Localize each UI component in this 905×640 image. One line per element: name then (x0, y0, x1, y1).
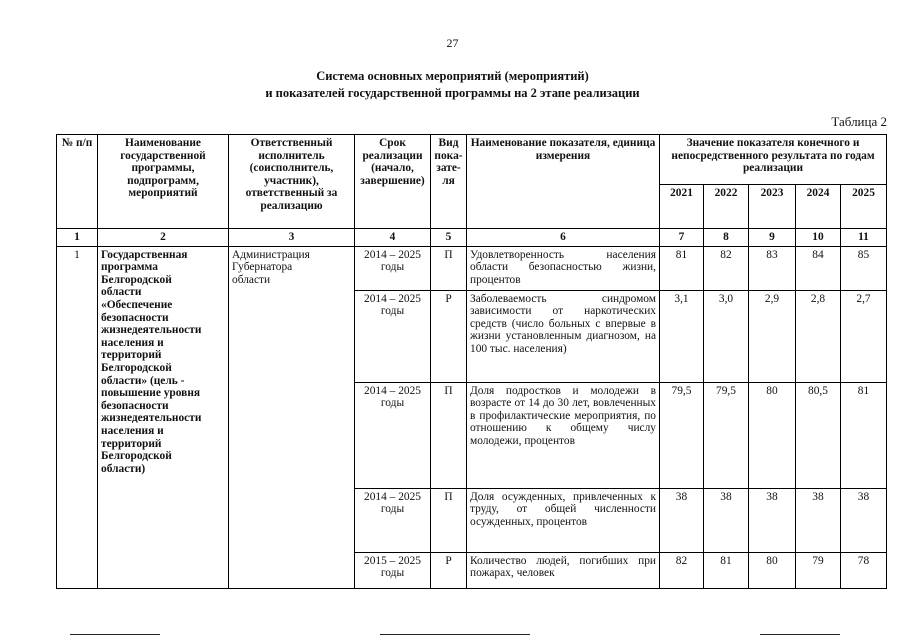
program-name-line: области» (цель - (101, 374, 185, 387)
program-name (98, 246, 229, 588)
indicator-cell: Удовлетворенность населения области безопасностью жизни, процентов (467, 246, 660, 290)
program-name-line: области) (101, 462, 146, 475)
value-cell: 38 (660, 488, 704, 552)
indicator-cell: Заболеваемость синдромом зависимости от наркотических средств (число больных с впервые в жизни установленным диагнозом, на 100 тыс. населения) (467, 290, 660, 382)
type-cell: П (431, 382, 467, 488)
executor-line: Губернатора (232, 261, 293, 274)
column-number: 7 (660, 229, 704, 247)
term-cell: 2014 – 2025 годы (355, 246, 431, 290)
value-cell: 81 (660, 246, 704, 290)
header-year: 2025 (841, 185, 887, 229)
program-name-line: территорий (101, 437, 162, 450)
column-number: 4 (355, 229, 431, 247)
executor-line: области (232, 273, 271, 286)
column-number: 1 (57, 229, 98, 247)
title-line-1: Система основных мероприятий (мероприятий) (316, 69, 589, 83)
program-name-line: жизнедеятельности (101, 324, 202, 337)
scan-artifact-line (760, 634, 840, 635)
program-name-line: территорий (101, 349, 162, 362)
type-cell: Р (431, 290, 467, 382)
value-cell: 80,5 (796, 382, 841, 488)
indicator-cell: Доля осужденных, привлеченных к труду, от общей численности осужденных, процентов (467, 488, 660, 552)
value-cell: 79,5 (704, 382, 749, 488)
header-year: 2021 (660, 185, 704, 229)
value-cell: 38 (841, 488, 887, 552)
program-name-line: «Обеспечение (101, 298, 173, 311)
executor-line: Администрация (232, 248, 310, 261)
program-executor (229, 246, 355, 588)
indicators-table (56, 134, 887, 589)
value-cell: 2,7 (841, 290, 887, 382)
term-cell: 2014 – 2025 годы (355, 382, 431, 488)
column-number: 10 (796, 229, 841, 247)
value-cell: 81 (704, 552, 749, 588)
term-cell: 2014 – 2025 годы (355, 488, 431, 552)
program-name-line: безопасности (101, 311, 169, 324)
program-name-line: повышение уровня (101, 387, 201, 400)
header-year: 2022 (704, 185, 749, 229)
value-cell: 38 (796, 488, 841, 552)
value-cell: 80 (749, 382, 796, 488)
program-name-line: Белгородской (101, 273, 172, 286)
value-cell: 83 (749, 246, 796, 290)
value-cell: 82 (704, 246, 749, 290)
value-cell: 38 (704, 488, 749, 552)
column-number: 11 (841, 229, 887, 247)
type-cell: П (431, 246, 467, 290)
value-cell: 85 (841, 246, 887, 290)
program-name-line: области (101, 286, 142, 299)
scan-artifact-line (380, 634, 530, 635)
scan-artifact-line (70, 634, 160, 635)
program-name-line: безопасности (101, 399, 169, 412)
program-name-line: населения и (101, 336, 164, 349)
indicator-cell: Количество людей, погибших при пожарах, человек (467, 552, 660, 588)
value-cell: 78 (841, 552, 887, 588)
column-number: 5 (431, 229, 467, 247)
program-name-line: программа (101, 261, 158, 274)
column-number-row (57, 229, 887, 247)
header-term: Срок реализации (начало, завершение) (355, 135, 431, 229)
column-number: 8 (704, 229, 749, 247)
value-cell: 2,9 (749, 290, 796, 382)
header-num: № п/п (57, 135, 98, 229)
document-title (0, 68, 905, 102)
program-name-line: Белгородской (101, 361, 172, 374)
column-number: 2 (98, 229, 229, 247)
header-year: 2024 (796, 185, 841, 229)
column-number: 3 (229, 229, 355, 247)
value-cell: 84 (796, 246, 841, 290)
program-number: 1 (57, 246, 98, 588)
indicator-cell: Доля подростков и молодежи в возрасте от 14 до 30 лет, вовлеченных в профилактические мероприятия, по отношению к общему числу молодежи, процентов (467, 382, 660, 488)
table-label: Таблица 2 (831, 114, 887, 129)
value-cell: 38 (749, 488, 796, 552)
value-cell: 3,1 (660, 290, 704, 382)
term-cell: 2014 – 2025 годы (355, 290, 431, 382)
header-name: Наименование государственной программы, подпрограмм, мероприятий (98, 135, 229, 229)
page-number: 27 (446, 36, 459, 50)
type-cell: П (431, 488, 467, 552)
header-type: Вид пока-зате-ля (431, 135, 467, 229)
value-cell: 3,0 (704, 290, 749, 382)
program-name-line: населения и (101, 424, 164, 437)
program-name-line: жизнедеятельности (101, 412, 202, 425)
type-cell: Р (431, 552, 467, 588)
term-cell: 2015 – 2025 годы (355, 552, 431, 588)
header-executor: Ответственный исполнитель (соисполнитель, участник), ответственный за реализацию (229, 135, 355, 229)
column-number: 6 (467, 229, 660, 247)
value-cell: 2,8 (796, 290, 841, 382)
header-year: 2023 (749, 185, 796, 229)
header-indicator: Наименование показателя, единица измерения (467, 135, 660, 229)
header-values-group: Значение показателя конечного и непосредственного результата по годам реализации (660, 135, 887, 185)
program-name-line: Белгородской (101, 450, 172, 463)
value-cell: 79 (796, 552, 841, 588)
value-cell: 79,5 (660, 382, 704, 488)
table-row (57, 246, 887, 290)
program-name-line: Государственная (101, 248, 188, 261)
title-line-2: и показателей государственной программы на 2 этапе реализации (265, 86, 640, 100)
column-number: 9 (749, 229, 796, 247)
value-cell: 80 (749, 552, 796, 588)
value-cell: 82 (660, 552, 704, 588)
value-cell: 81 (841, 382, 887, 488)
